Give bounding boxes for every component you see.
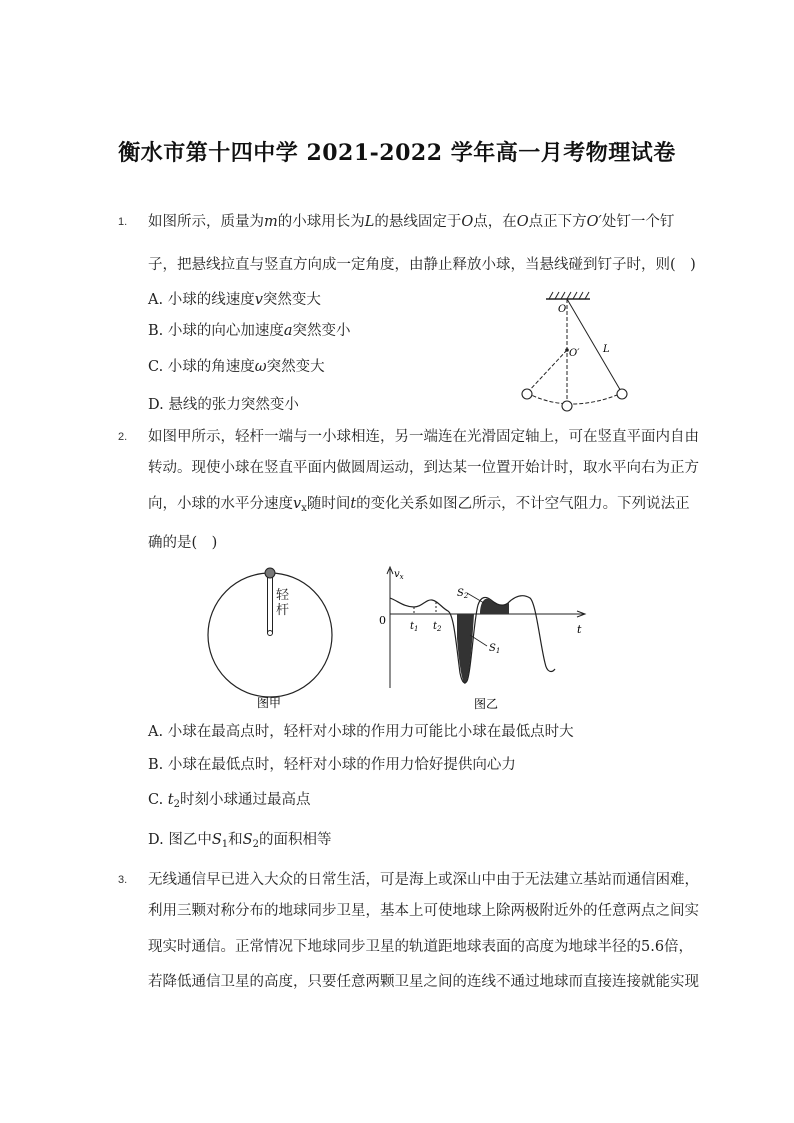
question-3-number: 3. — [118, 874, 128, 886]
question-3-line-4: 若降低通信卫星的高度，只要任意两颗卫星之间的连线不通过地球而直接连接就能实现 — [148, 974, 699, 990]
vx-axis-label: $v_x$ — [394, 569, 404, 581]
question-2-line-1: 如图甲所示，轻杆一端与一小球相连，另一端连在光滑固定轴上，可在竖直平面内自由 — [148, 429, 699, 445]
question-2-number: 2. — [118, 431, 128, 443]
rod-label: 轻杆 — [276, 588, 290, 618]
length-l-label: L — [603, 344, 610, 355]
question-3-line-1: 无线通信早已进入大众的日常生活，可是海上或深山中由于无法建立基站而通信困难， — [148, 872, 699, 888]
page-title: 衡水市第十四中学 2021-2022 学年高一月考物理试卷 — [118, 140, 676, 166]
nail-o-prime-label: O′ — [569, 348, 580, 359]
question-1-number: 1. — [118, 216, 128, 228]
figure-yi-caption: 图乙 — [474, 697, 499, 711]
question-2-option-c[interactable]: C. $t_2$时刻小球通过最高点 — [148, 792, 311, 810]
s2-label: $S_2$ — [457, 588, 469, 600]
question-1-option-a[interactable]: A. 小球的线速度v突然变大 — [148, 292, 321, 308]
question-2-option-b[interactable]: B. 小球在最低点时，轻杆对小球的作用力恰好提供向心力 — [148, 757, 516, 773]
figure-velocity-graph — [372, 563, 594, 713]
question-2-option-a[interactable]: A. 小球在最高点时，轻杆对小球的作用力可能比小球在最低点时大 — [148, 724, 574, 740]
question-1-option-b[interactable]: B. 小球的向心加速度a突然变小 — [148, 323, 351, 339]
pendulum-figure — [510, 290, 640, 415]
question-3-line-2: 利用三颗对称分布的地球同步卫星，基本上可使地球上除两极附近外的任意两点之间实 — [148, 903, 699, 919]
figure-jia-caption: 图甲 — [257, 696, 282, 710]
pivot-o-label: O — [558, 304, 567, 315]
question-2-line-3: 向，小球的水平分速度$v_x$随时间t的变化关系如图乙所示，不计空气阻力。下列说法正 — [148, 496, 690, 514]
t2-label: $t_2$ — [433, 621, 442, 633]
question-1-option-d[interactable]: D. 悬线的张力突然变小 — [148, 397, 299, 413]
t-axis-label: t — [577, 623, 582, 636]
question-1-option-c[interactable]: C. 小球的角速度ω突然变大 — [148, 359, 325, 375]
figure-rod-circle — [205, 565, 345, 713]
question-2-line-2: 转动。现使小球在竖直平面内做圆周运动，到达某一位置开始计时，取水平向右为正方 — [148, 460, 699, 476]
s1-label: $S_1$ — [489, 643, 501, 655]
question-2-option-d[interactable]: D. 图乙中$S_1$和$S_2$的面积相等 — [148, 832, 332, 850]
question-2-line-4: 确的是( ) — [148, 535, 218, 551]
t1-label: $t_1$ — [410, 621, 419, 633]
question-3-line-3: 现实时通信。正常情况下地球同步卫星的轨道距地球表面的高度为地球半径的5.6倍， — [148, 939, 694, 955]
origin-label: 0 — [379, 614, 386, 627]
question-1-line-1: 如图所示，质量为m的小球用长为L的悬线固定于O点，在O点正下方O′处钉一个钉 — [148, 214, 675, 230]
question-1-line-2: 子，把悬线拉直与竖直方向成一定角度，由静止释放小球，当悬线碰到钉子时，则( ) — [148, 257, 696, 273]
